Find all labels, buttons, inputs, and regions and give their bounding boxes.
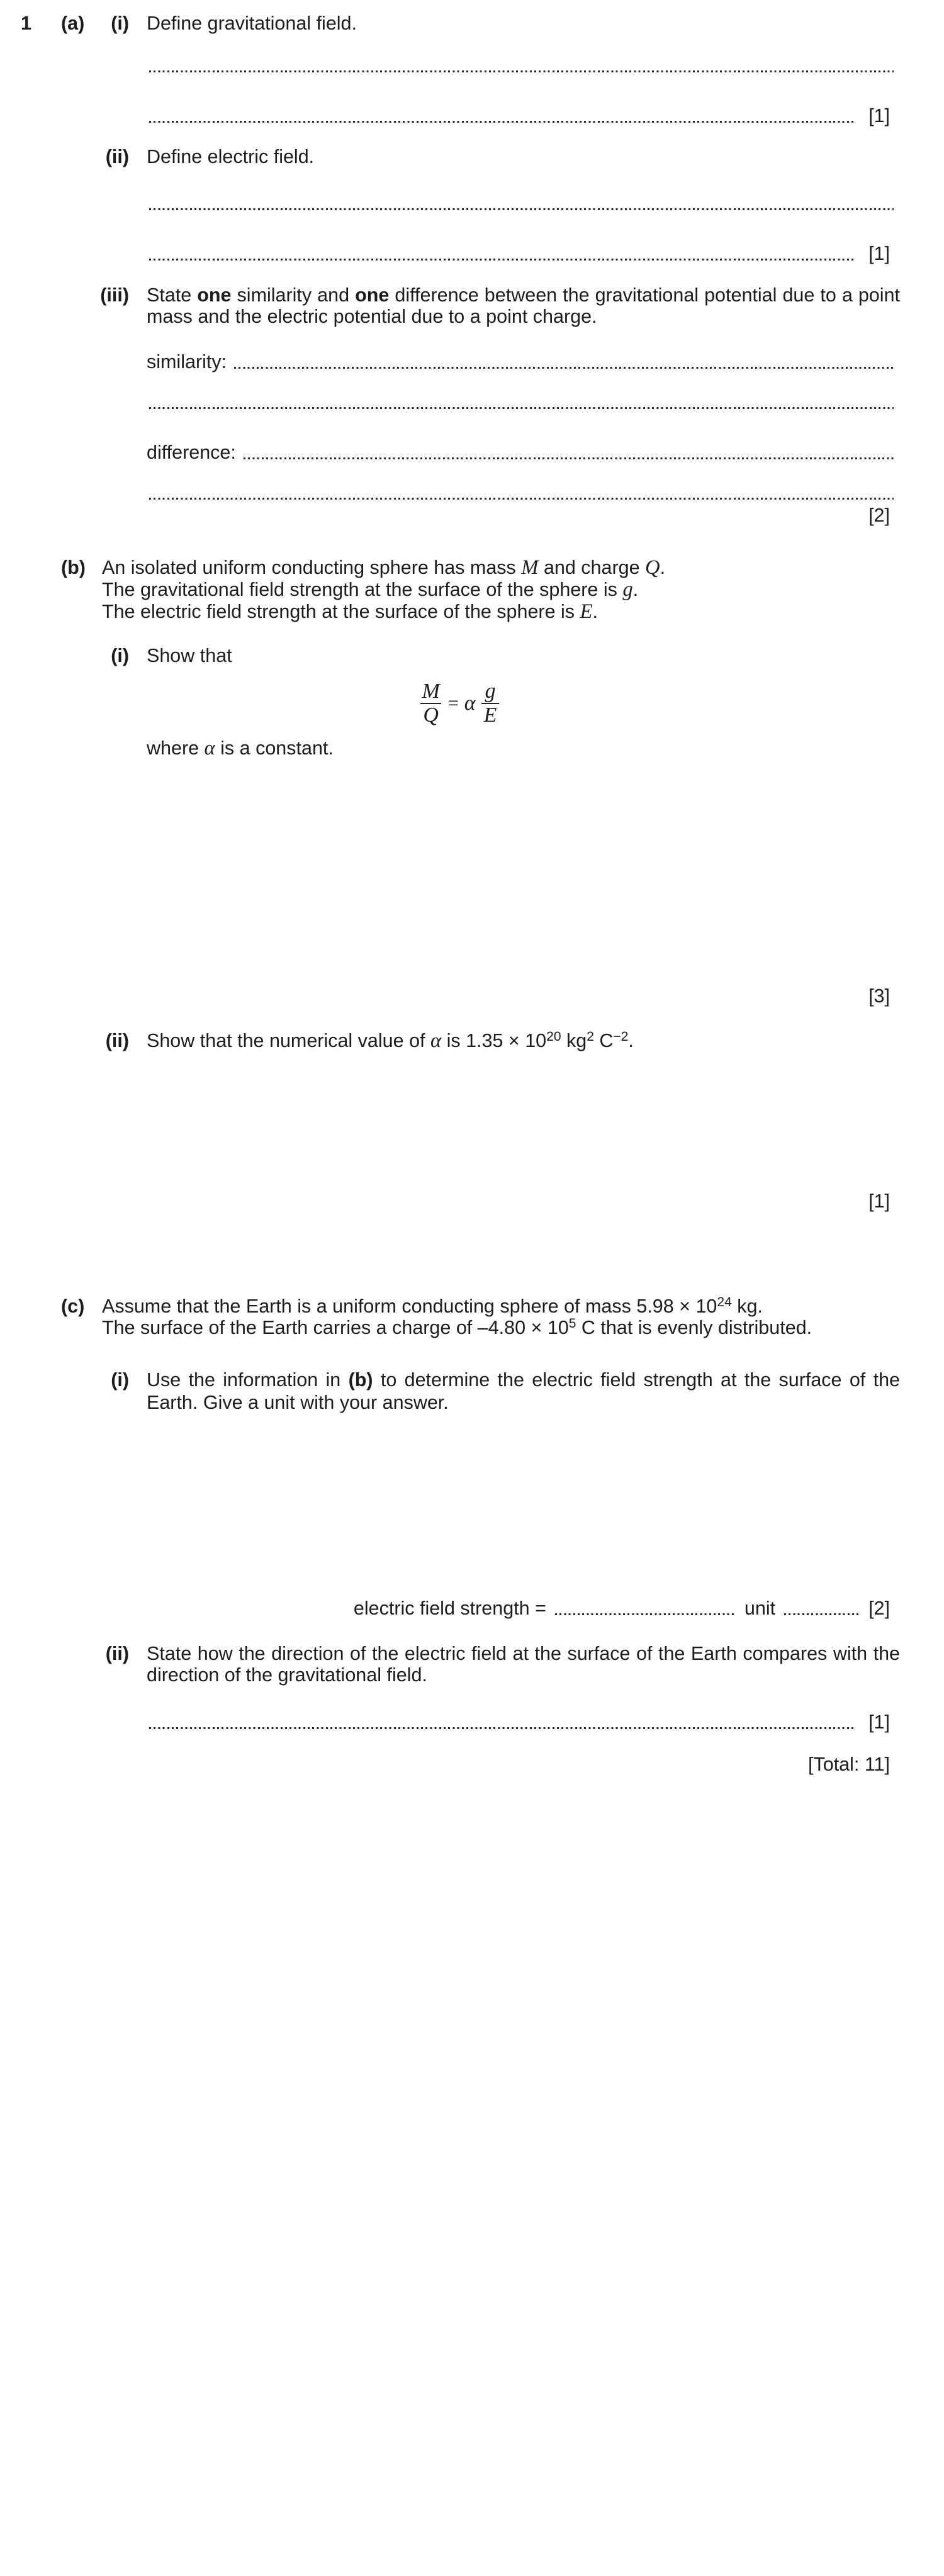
intro-line-1: An isolated uniform conducting sphere has mass M and charge Q.	[102, 556, 666, 579]
result-answer-line	[147, 1598, 890, 1620]
part-c-label: (c)	[61, 1296, 85, 1317]
item-a-iii-prompt	[147, 284, 900, 327]
item-a-i-prompt: Define gravitational field.	[147, 13, 357, 34]
part-b-intro	[102, 557, 665, 623]
intro-line-2: The gravitational field strength at the surface of the sphere is g.	[102, 578, 639, 601]
prompt-line-2: direction of the gravitational field.	[147, 1664, 427, 1686]
prompt-line-1: Use the information in (b) to determine the electric field strength at the surface of the	[147, 1369, 900, 1391]
item-b-i-label: (i)	[111, 645, 129, 666]
prompt-line-1: State how the direction of the electric field at the surface of the Earth compares with the	[147, 1643, 900, 1664]
answer-dotted-line	[149, 259, 856, 260]
prompt-line-2: Earth. Give a unit with your answer.	[147, 1392, 449, 1413]
unit-label: unit	[744, 1598, 776, 1619]
answer-dotted-line	[234, 367, 894, 369]
difference-answer-line	[147, 442, 894, 464]
part-a-label: (a)	[61, 13, 85, 34]
answer-dotted-line	[555, 1613, 736, 1615]
equation	[400, 678, 519, 729]
intro-line-2: The surface of the Earth carries a charge of $-4.80 \times 10^5$ C that is evenly distributed.	[102, 1316, 812, 1338]
item-c-i-label: (i)	[111, 1369, 129, 1391]
answer-dotted-line	[149, 208, 894, 210]
answer-dotted-line	[149, 407, 894, 409]
mark-badge: [2]	[868, 505, 890, 526]
mark-badge: [1]	[868, 1190, 890, 1212]
answer-dotted-line	[149, 70, 894, 72]
item-b-ii-label: (ii)	[105, 1030, 129, 1051]
question-number: 1	[21, 13, 31, 34]
mark-badge: [1]	[868, 1711, 890, 1733]
answer-dotted-line	[784, 1613, 858, 1615]
item-c-ii-prompt	[147, 1643, 900, 1686]
answer-dotted-line	[149, 121, 856, 123]
item-c-ii-label: (ii)	[105, 1643, 129, 1664]
equation-numerator-M: M	[422, 679, 440, 703]
difference-label: difference:	[147, 442, 236, 463]
prompt-line-2: mass and the electric potential due to a point charge.	[147, 306, 597, 327]
part-c-intro	[102, 1296, 812, 1338]
item-a-ii-label: (ii)	[105, 146, 129, 167]
item-b-i-prompt: Show that	[147, 645, 232, 666]
answer-line-with-mark	[149, 1711, 890, 1733]
item-a-i-label: (i)	[111, 13, 129, 34]
item-a-ii-prompt: Define electric field.	[147, 146, 315, 167]
intro-line-1: Assume that the Earth is a uniform conducting sphere of mass $5.98 \times 10^{24}$ kg.	[102, 1295, 763, 1317]
mark-badge: [1]	[868, 243, 890, 264]
result-label: electric field strength =	[353, 1598, 546, 1619]
part-b-label: (b)	[61, 557, 86, 578]
equation-denominator-Q: Q	[420, 703, 441, 727]
similarity-answer-line	[147, 351, 894, 373]
item-a-iii-label: (iii)	[100, 284, 129, 306]
answer-line-with-mark	[149, 105, 890, 127]
prompt-line-1: State one similarity and one difference between the gravitational potential due to a point	[147, 284, 900, 306]
equation-denominator-E: E	[481, 703, 500, 727]
mark-badge: [1]	[868, 105, 890, 126]
fraction-g-over-E	[481, 680, 500, 727]
alpha-coefficient: α	[464, 692, 476, 715]
item-b-ii-prompt: Show that the numerical value of α is $1.35 \times 10^{20}$ $kg^2$ $C^{-2}$.	[147, 1029, 634, 1052]
answer-line-with-mark	[149, 243, 890, 265]
answer-dotted-line	[149, 498, 894, 500]
equals-sign: =	[447, 693, 459, 714]
similarity-label: similarity:	[147, 351, 227, 372]
answer-dotted-line	[244, 457, 894, 459]
item-c-i-prompt	[147, 1369, 900, 1414]
mark-badge: [2]	[868, 1598, 890, 1619]
where-alpha-note: where α is a constant.	[147, 737, 334, 759]
mark-badge: [3]	[868, 985, 890, 1007]
total-marks: [Total: 11]	[808, 1754, 890, 1775]
answer-dotted-line	[149, 1727, 856, 1729]
fraction-M-over-Q	[420, 680, 442, 727]
equation-numerator-g: g	[485, 679, 496, 703]
intro-line-3: The electric field strength at the surface of the sphere is E.	[102, 600, 598, 623]
